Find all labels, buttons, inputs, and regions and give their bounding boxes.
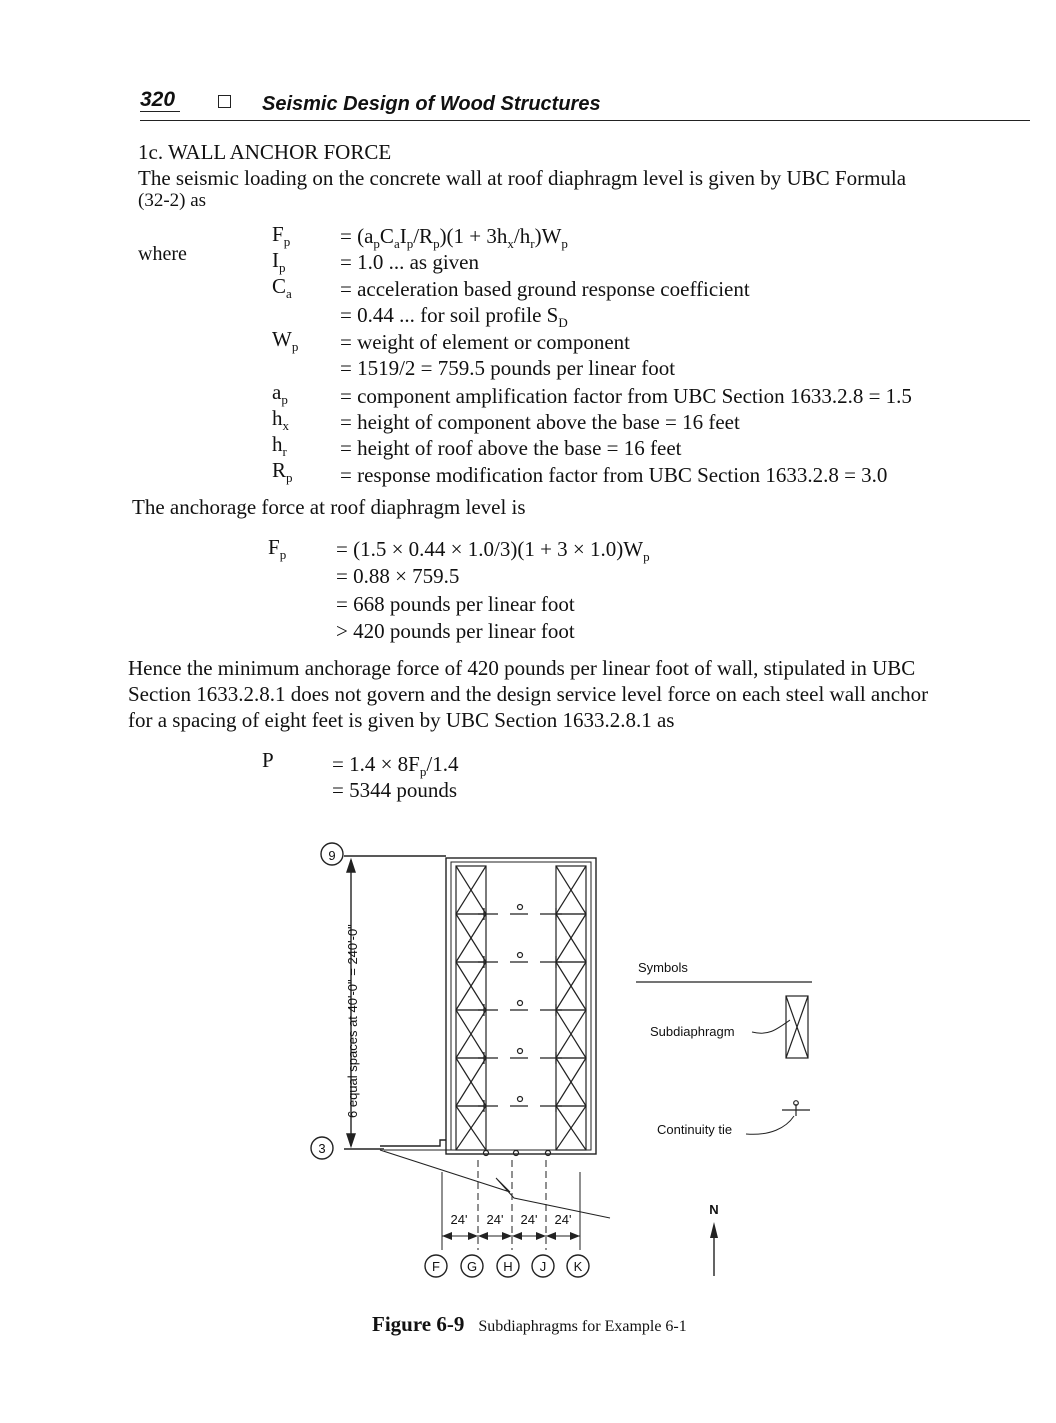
def-text-5: = 1519/2 = 759.5 pounds per linear foot bbox=[340, 356, 676, 380]
intro-line-2: (32-2) as bbox=[138, 190, 207, 211]
west-wall-outline bbox=[380, 1140, 446, 1146]
caption-text: Subdiaphragms for Example 6-1 bbox=[478, 1318, 687, 1335]
north-arrow-head bbox=[710, 1222, 718, 1238]
bottom-edge-ties bbox=[484, 1151, 551, 1156]
spacing-label-1: 24' bbox=[450, 1212, 468, 1227]
vertical-dimension-label: 6 equal spaces at 40'-0" = 240'-0" bbox=[345, 924, 360, 1118]
diaphragm-outer-outline bbox=[446, 858, 596, 1154]
caption-number: Figure 6-9 bbox=[372, 1312, 465, 1336]
spacing-label-2: 24' bbox=[486, 1212, 504, 1227]
grid-label-9: 9 bbox=[328, 848, 336, 863]
dimension-arrow-bottom bbox=[347, 1134, 355, 1146]
symbols-title: Symbols bbox=[638, 960, 688, 975]
running-title: Seismic Design of Wood Structures bbox=[262, 93, 601, 115]
def-text-8: = height of roof above the base = 16 feet bbox=[340, 436, 682, 460]
spacing-label-4: 24' bbox=[554, 1212, 572, 1227]
anchorage-intro: The anchorage force at roof diaphragm level is bbox=[132, 495, 526, 519]
col-label-g: G bbox=[466, 1259, 478, 1274]
force-symbol: P bbox=[262, 748, 274, 772]
page-number: 320 bbox=[140, 88, 176, 111]
hence-line-3: for a spacing of eight feet is given by UBC Section 1633.2.8.1 as bbox=[128, 708, 675, 732]
col-label-k: K bbox=[573, 1259, 583, 1274]
col-label-h: H bbox=[503, 1259, 513, 1274]
def-text-0: = $(a_pC_aI_p/R_p)(1 + 3h_x/h_r)W_p$ bbox=[340, 224, 568, 252]
subdiaphragm-symbol-icon bbox=[786, 996, 808, 1058]
col-label-j: J bbox=[539, 1259, 547, 1274]
def-symbol-8: $h_r$ bbox=[272, 432, 287, 460]
continuity-tie-symbol-icon bbox=[782, 1101, 810, 1116]
subdiaphragm-label: Subdiaphragm bbox=[650, 1024, 735, 1039]
def-symbol-9: $R_p$ bbox=[272, 458, 293, 486]
north-label: N bbox=[709, 1202, 719, 1217]
section-heading: 1c. WALL ANCHOR FORCE bbox=[138, 140, 392, 164]
force-line-0: = $1.4 \times 8F_p/1.4$ bbox=[332, 752, 459, 780]
hence-line-1: Hence the minimum anchorage force of 420 pounds per linear foot of wall, stipulated in UBC bbox=[128, 656, 916, 680]
continuity-tie-leader bbox=[746, 1116, 794, 1134]
def-text-2: = acceleration based ground response coefficient bbox=[340, 277, 750, 301]
def-text-4: = weight of element or component bbox=[340, 330, 631, 354]
def-symbol-1: $I_p$ bbox=[272, 248, 286, 276]
def-text-6: = component amplification factor from UBC Section 1633.2.8 = 1.5 bbox=[340, 384, 912, 408]
def-symbol-7: $h_x$ bbox=[272, 406, 289, 434]
spacing-label-3: 24' bbox=[520, 1212, 538, 1227]
def-text-9: = response modification factor from UBC Section 1633.2.8 = 3.0 bbox=[340, 463, 888, 487]
def-text-1: = 1.0 ... as given bbox=[340, 250, 479, 274]
subdiaphragm-left bbox=[456, 866, 486, 1150]
anchorage-line-1: = 0.88 × 759.5 bbox=[336, 564, 460, 588]
subdiaphragm-leader bbox=[752, 1020, 790, 1033]
anchorage-line-2: = 668 pounds per linear foot bbox=[336, 592, 575, 616]
continuity-tie-label: Continuity tie bbox=[657, 1122, 733, 1137]
force-line-1: = 5344 pounds bbox=[332, 778, 458, 802]
def-text-3: = 0.44 ... for soil profile $S_D$ bbox=[340, 303, 568, 331]
anchorage-symbol-0: $F_p$ bbox=[268, 535, 287, 563]
grid-label-3: 3 bbox=[318, 1141, 326, 1156]
figure-caption bbox=[372, 1312, 687, 1337]
subdiaphragm-right bbox=[556, 866, 586, 1150]
def-symbol-0: $F_p$ bbox=[272, 222, 291, 250]
def-symbol-4: $W_p$ bbox=[272, 327, 299, 355]
anchorage-line-3: > 420 pounds per linear foot bbox=[336, 619, 575, 643]
break-line bbox=[380, 1150, 610, 1218]
def-text-7: = height of component above the base = 16 feet bbox=[340, 410, 740, 434]
dimension-arrow-top bbox=[347, 860, 355, 872]
anchorage-line-0: = $(1.5 \times 0.44 \times 1.0/3)(1 + 3 \times 1.0)W_p$ bbox=[336, 537, 650, 565]
def-symbol-2: $C_a$ bbox=[272, 274, 292, 302]
def-symbol-6: $a_p$ bbox=[272, 380, 288, 408]
continuity-ties bbox=[478, 905, 562, 1113]
hence-line-2: Section 1633.2.8.1 does not govern and the design service level force on each steel wall anchor bbox=[128, 682, 929, 706]
where-label: where bbox=[138, 243, 187, 265]
col-label-f: F bbox=[432, 1259, 440, 1274]
intro-line-1: The seismic loading on the concrete wall at roof diaphragm level is given by UBC Formula bbox=[138, 166, 907, 190]
